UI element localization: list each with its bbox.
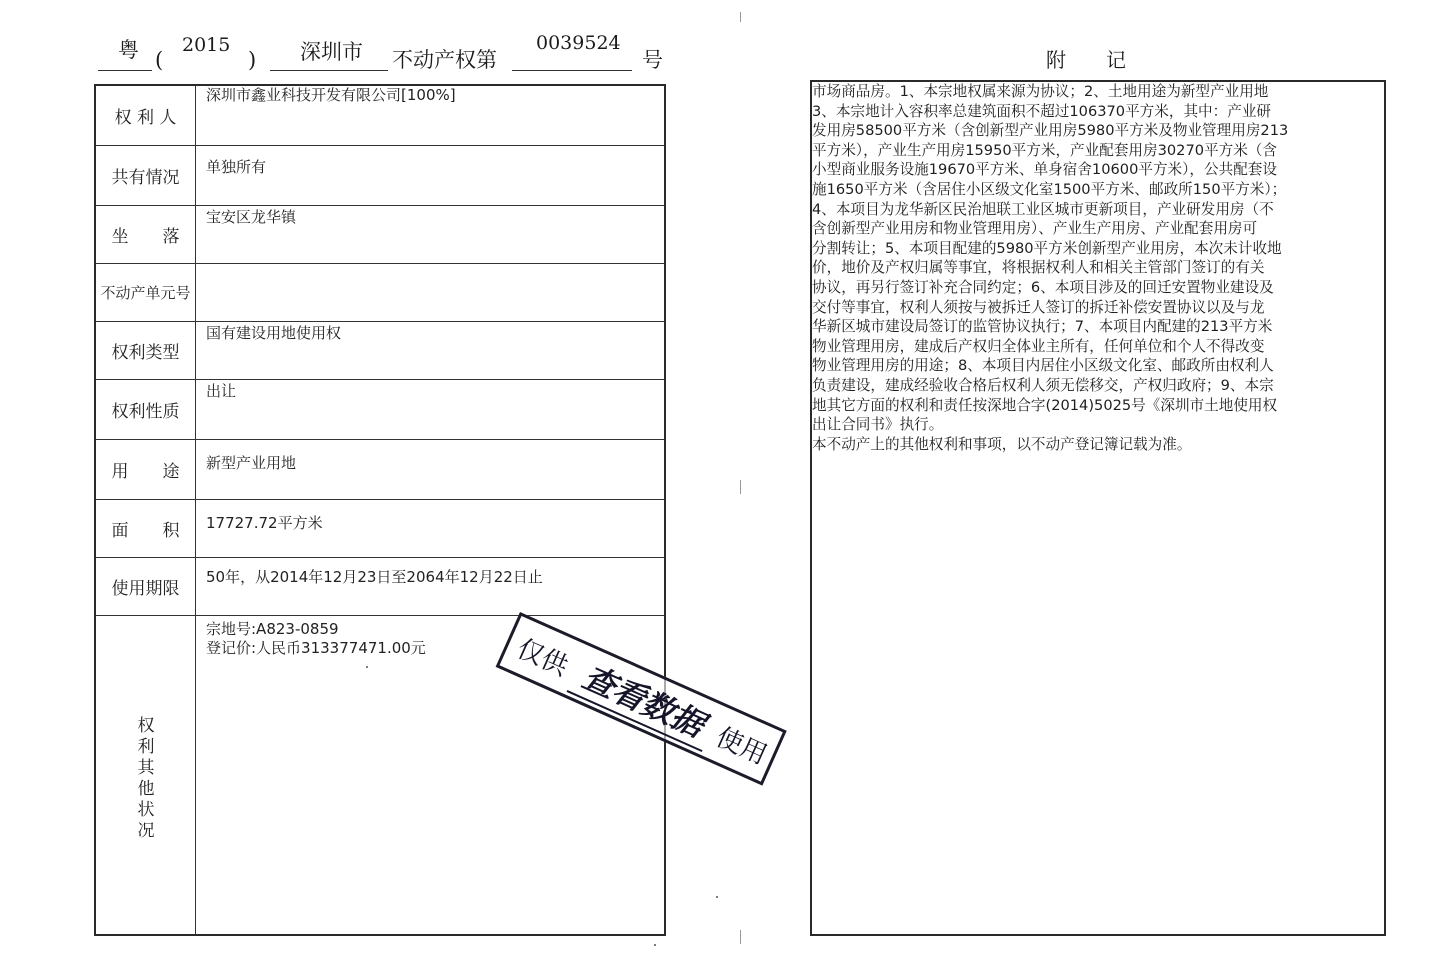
appendix-line: 协议，再另行签订补充合同约定；6、本项目涉及的回迁安置物业建设及 xyxy=(812,278,1274,296)
city-name: 深圳市 xyxy=(300,40,363,64)
appendix-line: 华新区城市建设局签订的监管协议执行；7、本项目内配建的213平方米 xyxy=(812,318,1273,336)
row-location xyxy=(96,206,664,264)
province-underline xyxy=(98,70,152,71)
label-location: 坐 落 xyxy=(96,206,196,263)
appendix-line: 物业管理用房，建成后产权归全体业主所有，任何单位和个人不得改变 xyxy=(812,337,1265,355)
row-right-nature xyxy=(96,380,664,440)
row-right-type xyxy=(96,322,664,380)
appendix-line: 发用房58500平方米（含创新型产业用房5980平方米及物业管理用房213 xyxy=(812,122,1289,140)
appendix-line: 负责建设，建成经验收合格后权利人须无偿移交，产权归政府；9、本宗 xyxy=(812,376,1274,394)
appendix-line: 小型商业服务设施19670平方米、单身宿舍10600平方米），公共配套设 xyxy=(812,161,1277,179)
registered-price: 登记价:人民币313377471.00元 xyxy=(206,639,426,657)
value-term: 50年，从2014年12月23日至2064年12月22日止 xyxy=(206,568,543,586)
appendix-text xyxy=(812,82,1384,454)
value-land-use: 新型产业用地 xyxy=(206,454,297,472)
appendix-line: 平方米），产业生产用房15950平方米，产业配套用房30270平方米（含 xyxy=(812,141,1277,159)
label-land-use: 用 途 xyxy=(96,440,196,499)
label-right-holder: 权 利 人 xyxy=(96,86,196,145)
label-right-type: 权利类型 xyxy=(96,322,196,379)
appendix-line: 本不动产上的其他权利和事项，以不动产登记簿记载为准。 xyxy=(812,435,1192,453)
property-table xyxy=(94,84,666,936)
stamp-prefix: 仅供 xyxy=(512,633,573,682)
label-other-rights-cell xyxy=(96,616,196,934)
stamp-handwritten: 查看数据 xyxy=(567,648,722,752)
scan-speck xyxy=(366,666,368,668)
row-term xyxy=(96,558,664,616)
appendix-line: 3、本宗地计入容积率总建筑面积不超过106370平方米，其中：产业研 xyxy=(812,102,1272,120)
row-area xyxy=(96,500,664,558)
appendix-line: 交付等事宜，权利人须按与被拆迁人签订的拆迁补偿安置协议以及与龙 xyxy=(812,298,1265,316)
label-unit-number: 不动产单元号 xyxy=(96,264,196,321)
label-term: 使用期限 xyxy=(96,558,196,615)
row-co-ownership xyxy=(96,146,664,206)
appendix-line: 含创新型产业用房和物业管理用房）、产业生产用房、产业配套用房可 xyxy=(812,220,1258,238)
value-right-nature: 出让 xyxy=(206,382,237,400)
row-unit-number xyxy=(96,264,664,322)
stamp-suffix: 使用 xyxy=(711,721,772,771)
row-right-holder xyxy=(96,86,664,146)
appendix-line: 价，地价及产权归属等事宜，将根据权利人和相关主管部门签订的有关 xyxy=(812,259,1265,277)
cert-year: 2015 xyxy=(182,34,231,56)
scan-speck xyxy=(654,944,656,946)
appendix-line: 物业管理用房的用途；8、本项目内居住小区级文化室、邮政所由权利人 xyxy=(812,357,1274,375)
city-underline xyxy=(270,70,388,71)
fold-mark-mid xyxy=(740,480,741,494)
row-land-use xyxy=(96,440,664,500)
value-area: 17727.72平方米 xyxy=(206,514,323,532)
appendix-title: 附 记 xyxy=(1046,48,1126,72)
parcel-number: 宗地号:A823-0859 xyxy=(206,620,339,638)
cert-number: 0039524 xyxy=(536,32,621,54)
scan-speck xyxy=(716,896,718,898)
other-rights-details xyxy=(206,620,426,658)
cert-suffix: 号 xyxy=(642,48,663,72)
appendix-line: 4、本项目为龙华新区民治旭联工业区城市更新项目，产业研发用房（不 xyxy=(812,200,1274,218)
appendix-line: 分割转让；5、本项目配建的5980平方米创新型产业用房，本次未计收地 xyxy=(812,239,1282,257)
label-other-rights: 权利其他状况 xyxy=(137,716,155,841)
value-right-type: 国有建设用地使用权 xyxy=(206,324,342,342)
appendix-box xyxy=(810,80,1386,936)
value-co-ownership: 单独所有 xyxy=(206,158,267,176)
paren-close: ) xyxy=(248,48,257,72)
appendix-line: 施1650平方米（含居住小区级文化室1500平方米、邮政所150平方米）； xyxy=(812,180,1287,198)
label-right-nature: 权利性质 xyxy=(96,380,196,439)
fold-mark-bottom xyxy=(740,930,741,944)
value-right-holder: 深圳市鑫业科技开发有限公司[100%] xyxy=(206,86,456,104)
fold-mark-top xyxy=(740,12,741,22)
label-co-ownership: 共有情况 xyxy=(96,146,196,205)
appendix-line: 地其它方面的权利和责任按深地合字(2014)5025号《深圳市土地使用权 xyxy=(812,396,1278,414)
label-area: 面 积 xyxy=(96,500,196,557)
cert-prefix: 不动产权第 xyxy=(392,48,497,72)
value-location: 宝安区龙华镇 xyxy=(206,208,297,226)
appendix-line: 出让合同书》执行。 xyxy=(812,416,944,434)
cert-number-underline xyxy=(512,70,632,71)
province-abbr: 粤 xyxy=(118,38,139,62)
paren-open: ( xyxy=(155,48,164,72)
appendix-line: 市场商品房。1、本宗地权属来源为协议；2、土地用途为新型产业用地 xyxy=(812,83,1269,100)
